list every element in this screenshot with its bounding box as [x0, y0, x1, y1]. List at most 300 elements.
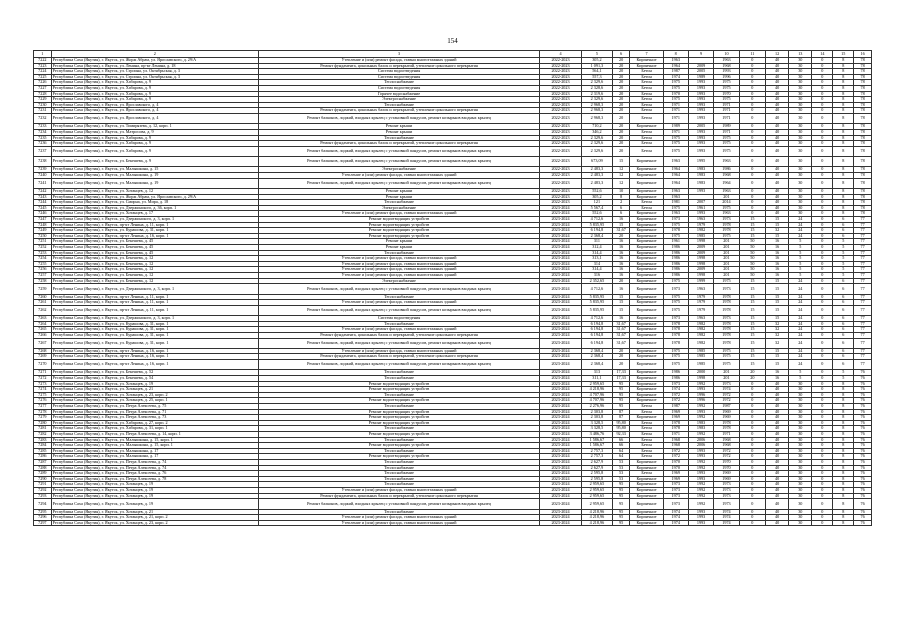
table-cell: 1986 — [663, 250, 688, 256]
table-cell: 40 — [766, 58, 789, 64]
table-cell: 2022-2023 — [540, 135, 582, 141]
table-cell: 2 595,8 — [581, 476, 612, 482]
table-cell: 1963 — [663, 157, 688, 167]
table-cell: 0 — [812, 354, 833, 360]
table-cell: 95,80 — [612, 426, 630, 432]
table-cell: 1989 — [688, 74, 713, 80]
table-cell: 15 — [739, 300, 765, 306]
table-cell: 1970 — [663, 459, 688, 465]
table-cell: Республика Саха (Якутия), г. Якутск, ул. Петра Алексеева, д. 78 — [51, 476, 258, 482]
table-cell: 201 — [714, 370, 739, 376]
table-cell: 77 — [854, 222, 872, 228]
table-cell: 5 — [833, 370, 854, 376]
table-cell: 2023-2024 — [540, 256, 582, 262]
table-cell: 32 — [766, 338, 789, 348]
table-cell: 1973 — [663, 381, 688, 387]
table-cell: Республика Саха (Якутия), г. Якутск, ул. Жорж Абрам, ул. Ярославского, д. 29/А — [51, 58, 258, 64]
table-cell: 1978 — [663, 426, 688, 432]
table-cell: 0 — [812, 97, 833, 103]
table-cell: 7268 — [34, 348, 52, 354]
table-cell: 8 — [833, 124, 854, 130]
table-cell: 87 — [612, 415, 630, 421]
table-cell: 0 — [739, 129, 765, 135]
table-cell: 77 — [854, 305, 872, 315]
table-cell: 0 — [739, 415, 765, 421]
table-cell: Теплоснабжение — [258, 459, 539, 465]
table-cell: 7287 — [34, 459, 52, 465]
table-cell: 5 835,95 — [581, 305, 612, 315]
table-cell: 2023-2024 — [540, 267, 582, 273]
table-cell: Республика Саха (Якутия), г. Якутск, ул. Дзержинского, д. 3, корп. 1 — [51, 284, 258, 294]
table-cell: 2022-2023 — [540, 167, 582, 173]
table-cell: 78 — [854, 205, 872, 211]
table-cell: 0 — [739, 392, 765, 398]
table-cell: 0 — [739, 141, 765, 147]
table-cell: 78 — [854, 200, 872, 206]
table-cell: 0 — [739, 108, 765, 114]
table-cell: 1982 — [688, 332, 713, 338]
table-cell: 30 — [789, 426, 812, 432]
table-cell: Бетон — [630, 448, 663, 454]
table-cell: 2 368,4 — [581, 233, 612, 239]
table-cell: Кирпичное — [630, 278, 663, 284]
table-cell: 0 — [739, 437, 765, 443]
table-cell: 8 — [833, 194, 854, 200]
table-cell: 20 — [612, 74, 630, 80]
table-cell: 1969 — [663, 409, 688, 415]
table-cell: 0 — [812, 135, 833, 141]
table-cell: Ремонт балконов, лоджий, входных крылец с установкой пандусов, ремонт козырьков входных крылец — [258, 305, 539, 315]
table-cell: 24 — [789, 327, 812, 333]
table-cell: 0 — [739, 91, 765, 97]
table-cell: 5 — [833, 245, 854, 251]
table-cell: 7291 — [34, 482, 52, 488]
table-cell: Кирпичное — [630, 261, 663, 267]
table-cell: 4 707,96 — [581, 398, 612, 404]
table-cell: 7271 — [34, 370, 52, 376]
table-cell: Кирпичное — [630, 327, 663, 333]
table-cell: 7292 — [34, 487, 52, 493]
table-cell: 78 — [854, 173, 872, 179]
table-cell: 50 — [739, 261, 765, 267]
table-cell: 552,6 — [581, 211, 612, 217]
table-cell: 7278 — [34, 409, 52, 415]
table-cell: 7264 — [34, 321, 52, 327]
table-cell: 2023-2024 — [540, 392, 582, 398]
table-cell: Республика Саха (Якутия), г. Якутск, ул. Хабарова, д. 9 — [51, 80, 258, 86]
table-cell: 17,33 — [612, 370, 630, 376]
table-cell: 15 — [766, 233, 789, 239]
table-cell: Республика Саха (Якутия), г. Якутск, ул. Строина, ул. Октябрьская, д. 3 — [51, 69, 258, 75]
table-cell: 1978 — [714, 327, 739, 333]
table-cell: 0 — [812, 141, 833, 147]
table-cell: 40 — [766, 493, 789, 499]
table-cell: 6 — [833, 316, 854, 322]
table-cell: 0 — [812, 316, 833, 322]
table-cell: 0 — [812, 157, 833, 167]
table-cell: 30 — [789, 459, 812, 465]
table-cell: 2023-2024 — [540, 245, 582, 251]
table-cell: 8 — [833, 426, 854, 432]
table-cell: Теплоснабжение — [258, 471, 539, 477]
table-cell: 1971 — [663, 113, 688, 123]
table-cell: Бетон — [630, 85, 663, 91]
table-cell: 673,09 — [581, 157, 612, 167]
table-cell: 0 — [812, 332, 833, 338]
table-cell: 1982 — [688, 321, 713, 327]
table-cell: 0 — [812, 102, 833, 108]
table-cell: 1983 — [688, 178, 713, 188]
table-cell: 8 — [833, 200, 854, 206]
table-cell: 316 — [581, 272, 612, 278]
table-cell: 0 — [812, 305, 833, 315]
table-cell: 2023-2024 — [540, 409, 582, 415]
table-cell: 76 — [854, 454, 872, 460]
table-cell: 201 — [714, 256, 739, 262]
table-cell: 40 — [766, 173, 789, 179]
table-cell: 1 091,3 — [581, 63, 612, 69]
table-cell: 1975 — [663, 354, 688, 360]
table-cell: 1978 — [714, 420, 739, 426]
table-cell: 2022-2023 — [540, 141, 582, 147]
table-cell: 8 — [833, 113, 854, 123]
table-cell: 0 — [812, 465, 833, 471]
table-cell: Кирпичное — [630, 250, 663, 256]
table-cell: 78 — [854, 58, 872, 64]
table-cell: 64 — [612, 454, 630, 460]
table-cell: Кирпичное — [630, 360, 663, 370]
table-cell: Республика Саха (Якутия), г. Якутск, ул. Курашова, д. 31, корп. 1 — [51, 321, 258, 327]
table-cell: 2022-2023 — [540, 189, 582, 195]
table-cell: 1983 — [688, 173, 713, 179]
table-cell: 1963 — [663, 194, 688, 200]
table-cell: 1968 — [714, 63, 739, 69]
table-cell: 15 — [739, 294, 765, 300]
table-cell: Ремонт водоотводящих устройств — [258, 398, 539, 404]
table-cell: Республика Саха (Якутия), г. Якутск, ул. Тимирязева, д. 12, корп. 1 — [51, 124, 258, 130]
table-cell: 8 — [833, 189, 854, 195]
table-cell: 78 — [854, 80, 872, 86]
table-cell: 31,67 — [612, 228, 630, 234]
table-cell: 0 — [739, 124, 765, 130]
table-cell: 40 — [766, 69, 789, 75]
table-cell: 0 — [812, 189, 833, 195]
table-cell: 7270 — [34, 360, 52, 370]
table-cell: 15 — [739, 321, 765, 327]
table-cell: 312,4 — [581, 245, 612, 251]
table-cell: 8 — [833, 69, 854, 75]
table-cell: 201 — [714, 267, 739, 273]
table-cell: 77 — [854, 316, 872, 322]
table-cell: 2 757,3 — [581, 454, 612, 460]
table-cell: 2023-2024 — [540, 278, 582, 284]
table-cell: 8 — [612, 194, 630, 200]
table-cell: 76 — [854, 515, 872, 521]
table-cell: 76 — [854, 437, 872, 443]
table-cell: 1968 — [714, 173, 739, 179]
table-cell: 201 — [714, 250, 739, 256]
table-cell: Ремонт водоотводящих устройств — [258, 381, 539, 387]
table-cell: 0 — [812, 278, 833, 284]
table-cell: 7228 — [34, 91, 52, 97]
table-cell: 1985 — [688, 233, 713, 239]
table-cell: Кирпичное — [630, 63, 663, 69]
table-cell: Республика Саха (Якутия), г. Якутск, ул. Петра Алексеева, д. 74 — [51, 465, 258, 471]
table-cell: Ремонт водоотводящих устройств — [258, 222, 539, 228]
table-cell: 24 — [789, 305, 812, 315]
table-cell: 0 — [739, 509, 765, 515]
table-cell: 15 — [739, 354, 765, 360]
table-cell: 2 968,3 — [581, 113, 612, 123]
table-cell: 2022-2023 — [540, 200, 582, 206]
table-cell: 40 — [766, 97, 789, 103]
table-cell: 8 — [833, 91, 854, 97]
table-cell: 7286 — [34, 454, 52, 460]
table-cell: 6 — [833, 217, 854, 223]
table-row — [34, 360, 872, 370]
table-cell: 1 586,67 — [581, 443, 612, 449]
table-cell: 2007 — [688, 200, 713, 206]
table-cell: 1987 — [663, 404, 688, 410]
table-cell: Республика Саха (Якутия), г. Якутск, ул. Малышкина, д. 17 — [51, 448, 258, 454]
table-cell: Ремонт крыши — [258, 245, 539, 251]
table-cell: 78 — [854, 102, 872, 108]
table-cell: 5 — [789, 256, 812, 262]
table-cell: Республика Саха (Якутия), г. Якутск, ул. Петра Алексеева, д. 76 — [51, 471, 258, 477]
table-cell: 7261 — [34, 300, 52, 306]
table-cell: Электроснабжение — [258, 167, 539, 173]
table-cell: 0 — [812, 239, 833, 245]
table-cell: 314 — [581, 261, 612, 267]
table-cell: 76 — [854, 409, 872, 415]
table-cell: Кирпичное — [630, 387, 663, 393]
table-cell: 1993 — [688, 189, 713, 195]
table-cell: 30 — [789, 499, 812, 509]
table-cell: 40 — [766, 80, 789, 86]
table-cell: Кирпичное — [630, 228, 663, 234]
table-cell: 6 — [833, 305, 854, 315]
table-cell: Кирпичное — [630, 245, 663, 251]
table-cell: 0 — [812, 113, 833, 123]
table-cell: 2009 — [688, 250, 713, 256]
table-cell: 1973 — [663, 487, 688, 493]
table-cell: 1993 — [714, 69, 739, 75]
table-cell: 1986 — [663, 261, 688, 267]
table-cell: 0 — [812, 178, 833, 188]
table-cell: 7251 — [34, 239, 52, 245]
table-cell: 8 — [833, 420, 854, 426]
table-cell: Республика Саха (Якутия), г. Якутск, ул. Хабарова, д. 9 — [51, 97, 258, 103]
table-cell: 8 — [833, 146, 854, 156]
table-cell: 7226 — [34, 80, 52, 86]
table-cell: Бетон — [630, 420, 663, 426]
table-cell: 1978 — [714, 332, 739, 338]
table-cell: 1996 — [688, 398, 713, 404]
table-cell: 7256 — [34, 267, 52, 273]
table-cell: Кирпичное — [630, 267, 663, 273]
table-cell: 7244 — [34, 200, 52, 206]
table-cell: Республика Саха (Якутия), г. Якутск, ул. Бекешева, д. 12 — [51, 278, 258, 284]
table-cell: 1975 — [663, 305, 688, 315]
table-cell: 6 — [833, 294, 854, 300]
table-cell: 30 — [789, 482, 812, 488]
table-cell: Республика Саха (Якутия), г. Якутск, ул. Ярославского, д. 4 — [51, 113, 258, 123]
table-cell: 2023-2024 — [540, 250, 582, 256]
column-header: 2 — [51, 51, 258, 58]
table-cell: Ремонт крыши — [258, 189, 539, 195]
table-cell: Республика Саха (Якутия), г. Якутск, ул. Курашова, д. 31, корп. 1 — [51, 338, 258, 348]
table-cell: 1974 — [663, 74, 688, 80]
table-cell: 2023-2024 — [540, 515, 582, 521]
table-cell: 24 — [789, 278, 812, 284]
table-cell: 1975 — [663, 80, 688, 86]
table-cell: 53 — [612, 471, 630, 477]
table-cell: 1975 — [714, 205, 739, 211]
table-cell: 6 194,8 — [581, 332, 612, 338]
table-cell: 8 — [833, 157, 854, 167]
table-cell: 0 — [739, 194, 765, 200]
table-cell: 1993 — [688, 91, 713, 97]
table-cell: 15 — [739, 228, 765, 234]
table-cell: 1975 — [714, 135, 739, 141]
table-cell: 1973 — [663, 217, 688, 223]
table-cell: 24 — [789, 354, 812, 360]
table-cell: 1975 — [663, 222, 688, 228]
table-cell: 2022-2023 — [540, 58, 582, 64]
table-cell: 0 — [812, 404, 833, 410]
table-cell: 7265 — [34, 327, 52, 333]
table-cell: Утепление и (или) ремонт фасада, ставни многоэтажных зданий — [258, 348, 539, 354]
table-cell: Кирпичное — [630, 398, 663, 404]
table-cell: 1998 — [688, 272, 713, 278]
table-cell: 7283 — [34, 437, 52, 443]
table-cell: 7222 — [34, 58, 52, 64]
table-cell: 20 — [612, 124, 630, 130]
table-cell: 5 835,95 — [581, 300, 612, 306]
table-cell: 7289 — [34, 471, 52, 477]
column-header: 5 — [581, 51, 612, 58]
table-cell: 8 — [833, 482, 854, 488]
table-cell: 0 — [739, 454, 765, 460]
table-cell: 1968 — [714, 437, 739, 443]
table-cell: 66 — [612, 443, 630, 449]
table-cell: 0 — [812, 272, 833, 278]
table-cell: 0 — [812, 392, 833, 398]
table-cell: 30 — [789, 211, 812, 217]
table-cell: 1982 — [688, 228, 713, 234]
table-cell: 76 — [854, 509, 872, 515]
table-cell: 30 — [789, 509, 812, 515]
table-cell: 76 — [854, 443, 872, 449]
table-cell: 2 329,6 — [581, 141, 612, 147]
table-cell: 8 — [833, 205, 854, 211]
table-cell: Ремонт балконов, лоджий, входных крылец с установкой пандусов, ремонт козырьков входных крылец — [258, 157, 539, 167]
table-cell: 15 — [739, 348, 765, 354]
table-cell: 15 — [766, 360, 789, 370]
table-cell: 2022-2023 — [540, 85, 582, 91]
table-cell: 1969 — [714, 409, 739, 415]
table-cell: Утепление и (или) ремонт фасада, ставни многоэтажных зданий — [258, 272, 539, 278]
table-cell: 201 — [714, 261, 739, 267]
table-cell: 1975 — [663, 233, 688, 239]
table-cell: 20 — [612, 354, 630, 360]
table-cell: 7266 — [34, 332, 52, 338]
table-cell: 15 — [766, 222, 789, 228]
table-cell: 1978 — [714, 294, 739, 300]
table-cell: 0 — [739, 409, 765, 415]
table-cell: 7293 — [34, 493, 52, 499]
table-cell: 0 — [812, 211, 833, 217]
table-cell: 30 — [789, 157, 812, 167]
table-cell: Утепление и (или) ремонт фасада, ставни многоэтажных зданий — [258, 211, 539, 217]
table-cell: 2023-2024 — [540, 404, 582, 410]
table-cell: 0 — [739, 205, 765, 211]
table-cell: 50 — [739, 245, 765, 251]
table-cell: 1993 — [688, 409, 713, 415]
table-cell: Республика Саха (Якутия), г. Якутск, ул. Бекешева, д. 12 — [51, 261, 258, 267]
table-cell: 1996 — [714, 74, 739, 80]
table-cell: 1971 — [663, 432, 688, 438]
table-cell: 30 — [789, 443, 812, 449]
table-cell: 24 — [789, 217, 812, 223]
table-cell: Кирпичное — [630, 476, 663, 482]
table-cell: 1975 — [714, 348, 739, 354]
table-cell: Ремонт фундамента, цокольных балок и перекрытий, утепление цокольного перекрытия — [258, 63, 539, 69]
table-cell: 16 — [612, 245, 630, 251]
table-cell: 1975 — [663, 278, 688, 284]
table-cell: 0 — [739, 135, 765, 141]
table-cell: 40 — [766, 167, 789, 173]
table-cell: 5 835,95 — [581, 294, 612, 300]
table-cell: 30 — [789, 91, 812, 97]
table-cell: 15 — [766, 316, 789, 322]
table-cell: 76 — [854, 487, 872, 493]
table-cell: 1992 — [688, 381, 713, 387]
table-cell: 1964 — [714, 178, 739, 188]
table-cell: 1975 — [663, 85, 688, 91]
table-cell: 1973 — [663, 493, 688, 499]
table-cell: 24 — [789, 316, 812, 322]
table-cell: 0 — [739, 211, 765, 217]
table-cell: 78 — [854, 146, 872, 156]
table-cell: 16 — [766, 267, 789, 273]
table-cell: 2022-2023 — [540, 102, 582, 108]
table-cell: 12 — [612, 173, 630, 179]
table-cell: 0 — [812, 321, 833, 327]
table-cell: 1978 — [714, 300, 739, 306]
table-cell: 2023-2024 — [540, 233, 582, 239]
table-cell: Теплоснабжение — [258, 370, 539, 376]
table-cell: 0 — [812, 124, 833, 130]
table-cell: 1968 — [663, 443, 688, 449]
table-cell: 1993 — [688, 85, 713, 91]
capital-repair-register-table — [33, 50, 872, 526]
table-cell: 2022-2023 — [540, 146, 582, 156]
table-cell: 2022-2023 — [540, 157, 582, 167]
table-cell: 15 — [766, 284, 789, 294]
table-cell: 8 — [833, 173, 854, 179]
table-cell: 30 — [789, 102, 812, 108]
table-cell: 15 — [766, 354, 789, 360]
table-cell: 30 — [789, 381, 812, 387]
table-cell: 0 — [812, 426, 833, 432]
page-number: 154 — [447, 37, 458, 45]
table-cell: 0 — [739, 398, 765, 404]
table-cell: 20 — [739, 376, 765, 382]
table-cell: 5 — [789, 376, 812, 382]
table-cell: 2022-2023 — [540, 97, 582, 103]
table-cell: 17,33 — [612, 376, 630, 382]
